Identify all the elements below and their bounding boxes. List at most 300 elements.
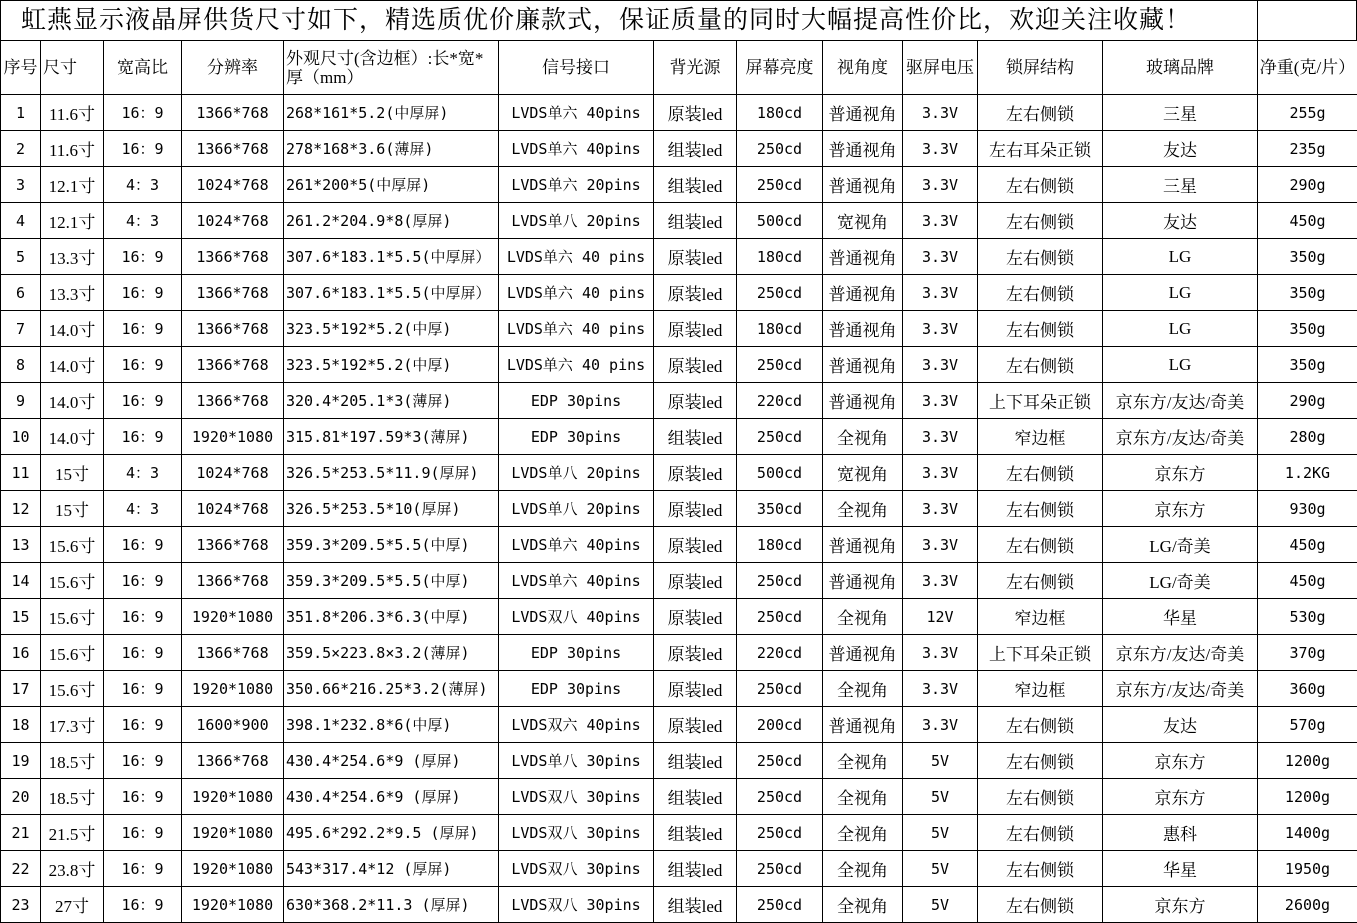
cell-resolution[interactable]: 1366*768	[182, 383, 284, 419]
cell-glass-brand[interactable]: 惠科	[1103, 815, 1258, 851]
header-brightness[interactable]: 屏幕亮度	[737, 41, 823, 95]
cell-net-weight[interactable]: 1200g	[1258, 743, 1357, 779]
cell-aspect-ratio[interactable]: 16：9	[104, 779, 182, 815]
cell-aspect-ratio[interactable]: 16：9	[104, 527, 182, 563]
cell-resolution[interactable]: 1920*1080	[182, 419, 284, 455]
cell-aspect-ratio[interactable]: 16：9	[104, 347, 182, 383]
cell-brightness[interactable]: 500cd	[737, 203, 823, 239]
cell-resolution[interactable]: 1024*768	[182, 491, 284, 527]
cell-index[interactable]: 23	[1, 887, 41, 923]
cell-index[interactable]: 1	[1, 95, 41, 131]
cell-lock-structure[interactable]: 左右侧锁	[978, 167, 1103, 203]
cell-backlight[interactable]: 组装led	[654, 815, 737, 851]
cell-backlight[interactable]: 组装led	[654, 887, 737, 923]
cell-resolution[interactable]: 1920*1080	[182, 815, 284, 851]
cell-brightness[interactable]: 250cd	[737, 815, 823, 851]
cell-brightness[interactable]: 250cd	[737, 743, 823, 779]
cell-interface[interactable]: LVDS双八 40pins	[499, 599, 654, 635]
cell-brightness[interactable]: 250cd	[737, 275, 823, 311]
cell-net-weight[interactable]: 1200g	[1258, 779, 1357, 815]
cell-brightness[interactable]: 180cd	[737, 311, 823, 347]
cell-brightness[interactable]: 250cd	[737, 887, 823, 923]
cell-backlight[interactable]: 原装led	[654, 455, 737, 491]
cell-aspect-ratio[interactable]: 16：9	[104, 275, 182, 311]
cell-backlight[interactable]: 原装led	[654, 527, 737, 563]
cell-backlight[interactable]: 原装led	[654, 239, 737, 275]
cell-brightness[interactable]: 250cd	[737, 779, 823, 815]
cell-size[interactable]: 15.6寸	[41, 671, 104, 707]
cell-net-weight[interactable]: 350g	[1258, 347, 1357, 383]
cell-brightness[interactable]: 180cd	[737, 239, 823, 275]
cell-interface[interactable]: LVDS单六 40 pins	[499, 275, 654, 311]
cell-net-weight[interactable]: 290g	[1258, 167, 1357, 203]
cell-size[interactable]: 14.0寸	[41, 419, 104, 455]
cell-voltage[interactable]: 3.3V	[903, 527, 978, 563]
cell-backlight[interactable]: 原装led	[654, 311, 737, 347]
cell-viewing-angle[interactable]: 普通视角	[823, 131, 903, 167]
cell-brightness[interactable]: 180cd	[737, 95, 823, 131]
cell-net-weight[interactable]: 350g	[1258, 239, 1357, 275]
cell-glass-brand[interactable]: LG/奇美	[1103, 527, 1258, 563]
cell-glass-brand[interactable]: 友达	[1103, 131, 1258, 167]
cell-size[interactable]: 15.6寸	[41, 563, 104, 599]
cell-interface[interactable]: LVDS单六 40 pins	[499, 347, 654, 383]
cell-voltage[interactable]: 5V	[903, 851, 978, 887]
cell-net-weight[interactable]: 570g	[1258, 707, 1357, 743]
cell-voltage[interactable]: 3.3V	[903, 347, 978, 383]
cell-net-weight[interactable]: 255g	[1258, 95, 1357, 131]
cell-net-weight[interactable]: 450g	[1258, 563, 1357, 599]
cell-aspect-ratio[interactable]: 4：3	[104, 455, 182, 491]
cell-glass-brand[interactable]: 京东方/友达/奇美	[1103, 671, 1258, 707]
cell-resolution[interactable]: 1024*768	[182, 203, 284, 239]
cell-dimensions[interactable]: 315.81*197.59*3(薄屏)	[284, 419, 499, 455]
cell-net-weight[interactable]: 350g	[1258, 275, 1357, 311]
cell-index[interactable]: 5	[1, 239, 41, 275]
cell-index[interactable]: 11	[1, 455, 41, 491]
cell-aspect-ratio[interactable]: 16：9	[104, 311, 182, 347]
cell-index[interactable]: 6	[1, 275, 41, 311]
cell-aspect-ratio[interactable]: 16：9	[104, 707, 182, 743]
cell-interface[interactable]: LVDS双八 30pins	[499, 779, 654, 815]
cell-glass-brand[interactable]: LG	[1103, 347, 1258, 383]
cell-viewing-angle[interactable]: 全视角	[823, 851, 903, 887]
cell-voltage[interactable]: 3.3V	[903, 491, 978, 527]
cell-lock-structure[interactable]: 左右侧锁	[978, 851, 1103, 887]
cell-interface[interactable]: LVDS单八 20pins	[499, 491, 654, 527]
cell-lock-structure[interactable]: 左右耳朵正锁	[978, 131, 1103, 167]
cell-aspect-ratio[interactable]: 4：3	[104, 491, 182, 527]
cell-brightness[interactable]: 250cd	[737, 131, 823, 167]
cell-glass-brand[interactable]: LG	[1103, 275, 1258, 311]
cell-dimensions[interactable]: 320.4*205.1*3(薄屏)	[284, 383, 499, 419]
cell-index[interactable]: 4	[1, 203, 41, 239]
cell-lock-structure[interactable]: 窄边框	[978, 599, 1103, 635]
cell-size[interactable]: 15寸	[41, 455, 104, 491]
header-backlight[interactable]: 背光源	[654, 41, 737, 95]
cell-net-weight[interactable]: 235g	[1258, 131, 1357, 167]
cell-backlight[interactable]: 组装led	[654, 743, 737, 779]
cell-dimensions[interactable]: 543*317.4*12 (厚屏)	[284, 851, 499, 887]
cell-index[interactable]: 21	[1, 815, 41, 851]
cell-voltage[interactable]: 3.3V	[903, 167, 978, 203]
cell-voltage[interactable]: 3.3V	[903, 311, 978, 347]
cell-size[interactable]: 23.8寸	[41, 851, 104, 887]
cell-index[interactable]: 13	[1, 527, 41, 563]
cell-glass-brand[interactable]: 三星	[1103, 167, 1258, 203]
cell-net-weight[interactable]: 1950g	[1258, 851, 1357, 887]
cell-index[interactable]: 7	[1, 311, 41, 347]
cell-interface[interactable]: LVDS单六 40pins	[499, 95, 654, 131]
cell-net-weight[interactable]: 450g	[1258, 527, 1357, 563]
cell-interface[interactable]: LVDS单六 40pins	[499, 527, 654, 563]
cell-size[interactable]: 11.6寸	[41, 131, 104, 167]
cell-interface[interactable]: LVDS单八 20pins	[499, 203, 654, 239]
cell-net-weight[interactable]: 360g	[1258, 671, 1357, 707]
cell-backlight[interactable]: 原装led	[654, 95, 737, 131]
cell-interface[interactable]: LVDS单八 20pins	[499, 455, 654, 491]
cell-size[interactable]: 15寸	[41, 491, 104, 527]
cell-viewing-angle[interactable]: 全视角	[823, 779, 903, 815]
cell-lock-structure[interactable]: 左右侧锁	[978, 815, 1103, 851]
cell-backlight[interactable]: 组装led	[654, 419, 737, 455]
cell-aspect-ratio[interactable]: 4：3	[104, 203, 182, 239]
cell-resolution[interactable]: 1920*1080	[182, 671, 284, 707]
cell-dimensions[interactable]: 430.4*254.6*9 (厚屏)	[284, 743, 499, 779]
cell-size[interactable]: 15.6寸	[41, 527, 104, 563]
cell-resolution[interactable]: 1366*768	[182, 347, 284, 383]
cell-voltage[interactable]: 12V	[903, 599, 978, 635]
cell-index[interactable]: 16	[1, 635, 41, 671]
cell-voltage[interactable]: 5V	[903, 743, 978, 779]
cell-dimensions[interactable]: 261*200*5(中厚屏)	[284, 167, 499, 203]
cell-resolution[interactable]: 1366*768	[182, 635, 284, 671]
cell-resolution[interactable]: 1366*768	[182, 275, 284, 311]
cell-dimensions[interactable]: 307.6*183.1*5.5(中厚屏）	[284, 239, 499, 275]
cell-backlight[interactable]: 原装led	[654, 275, 737, 311]
cell-dimensions[interactable]: 307.6*183.1*5.5(中厚屏）	[284, 275, 499, 311]
cell-lock-structure[interactable]: 上下耳朵正锁	[978, 383, 1103, 419]
cell-brightness[interactable]: 350cd	[737, 491, 823, 527]
cell-interface[interactable]: LVDS单六 40 pins	[499, 239, 654, 275]
cell-viewing-angle[interactable]: 普通视角	[823, 311, 903, 347]
cell-lock-structure[interactable]: 左右侧锁	[978, 527, 1103, 563]
cell-glass-brand[interactable]: 三星	[1103, 95, 1258, 131]
cell-index[interactable]: 2	[1, 131, 41, 167]
cell-resolution[interactable]: 1024*768	[182, 455, 284, 491]
cell-resolution[interactable]: 1920*1080	[182, 599, 284, 635]
cell-glass-brand[interactable]: LG	[1103, 311, 1258, 347]
cell-size[interactable]: 13.3寸	[41, 239, 104, 275]
cell-net-weight[interactable]: 930g	[1258, 491, 1357, 527]
cell-glass-brand[interactable]: 京东方/友达/奇美	[1103, 635, 1258, 671]
cell-net-weight[interactable]: 450g	[1258, 203, 1357, 239]
cell-voltage[interactable]: 3.3V	[903, 203, 978, 239]
cell-lock-structure[interactable]: 左右侧锁	[978, 707, 1103, 743]
cell-voltage[interactable]: 5V	[903, 815, 978, 851]
cell-size[interactable]: 18.5寸	[41, 743, 104, 779]
header-lock-structure[interactable]: 锁屏结构	[978, 41, 1103, 95]
header-aspect-ratio[interactable]: 宽高比	[104, 41, 182, 95]
cell-viewing-angle[interactable]: 普通视角	[823, 239, 903, 275]
cell-size[interactable]: 15.6寸	[41, 635, 104, 671]
cell-size[interactable]: 12.1寸	[41, 167, 104, 203]
cell-voltage[interactable]: 3.3V	[903, 419, 978, 455]
cell-lock-structure[interactable]: 左右侧锁	[978, 491, 1103, 527]
cell-interface[interactable]: LVDS单六 40pins	[499, 563, 654, 599]
cell-dimensions[interactable]: 430.4*254.6*9 (厚屏)	[284, 779, 499, 815]
cell-resolution[interactable]: 1366*768	[182, 743, 284, 779]
cell-lock-structure[interactable]: 上下耳朵正锁	[978, 635, 1103, 671]
cell-index[interactable]: 18	[1, 707, 41, 743]
cell-viewing-angle[interactable]: 普通视角	[823, 707, 903, 743]
cell-backlight[interactable]: 原装led	[654, 491, 737, 527]
cell-backlight[interactable]: 原装led	[654, 599, 737, 635]
cell-viewing-angle[interactable]: 普通视角	[823, 383, 903, 419]
cell-index[interactable]: 10	[1, 419, 41, 455]
cell-aspect-ratio[interactable]: 16：9	[104, 815, 182, 851]
header-viewing-angle[interactable]: 视角度	[823, 41, 903, 95]
cell-net-weight[interactable]: 1400g	[1258, 815, 1357, 851]
cell-viewing-angle[interactable]: 普通视角	[823, 95, 903, 131]
cell-brightness[interactable]: 250cd	[737, 671, 823, 707]
cell-aspect-ratio[interactable]: 4：3	[104, 167, 182, 203]
header-voltage[interactable]: 驱屏电压	[903, 41, 978, 95]
cell-brightness[interactable]: 250cd	[737, 347, 823, 383]
cell-size[interactable]: 21.5寸	[41, 815, 104, 851]
cell-size[interactable]: 15.6寸	[41, 599, 104, 635]
cell-lock-structure[interactable]: 左右侧锁	[978, 887, 1103, 923]
cell-backlight[interactable]: 组装led	[654, 131, 737, 167]
cell-index[interactable]: 12	[1, 491, 41, 527]
cell-dimensions[interactable]: 323.5*192*5.2(中厚)	[284, 311, 499, 347]
cell-lock-structure[interactable]: 窄边框	[978, 419, 1103, 455]
cell-aspect-ratio[interactable]: 16：9	[104, 743, 182, 779]
cell-viewing-angle[interactable]: 全视角	[823, 743, 903, 779]
cell-interface[interactable]: LVDS双八 30pins	[499, 851, 654, 887]
cell-aspect-ratio[interactable]: 16：9	[104, 131, 182, 167]
cell-resolution[interactable]: 1366*768	[182, 563, 284, 599]
cell-dimensions[interactable]: 359.3*209.5*5.5(中厚)	[284, 563, 499, 599]
cell-aspect-ratio[interactable]: 16：9	[104, 887, 182, 923]
cell-index[interactable]: 22	[1, 851, 41, 887]
cell-net-weight[interactable]: 1.2KG	[1258, 455, 1357, 491]
cell-glass-brand[interactable]: 华星	[1103, 599, 1258, 635]
cell-voltage[interactable]: 5V	[903, 779, 978, 815]
cell-backlight[interactable]: 原装led	[654, 563, 737, 599]
cell-index[interactable]: 9	[1, 383, 41, 419]
cell-backlight[interactable]: 原装led	[654, 635, 737, 671]
cell-interface[interactable]: EDP 30pins	[499, 671, 654, 707]
cell-aspect-ratio[interactable]: 16：9	[104, 239, 182, 275]
cell-lock-structure[interactable]: 左右侧锁	[978, 779, 1103, 815]
header-interface[interactable]: 信号接口	[499, 41, 654, 95]
cell-index[interactable]: 15	[1, 599, 41, 635]
cell-glass-brand[interactable]: 京东方/友达/奇美	[1103, 419, 1258, 455]
cell-lock-structure[interactable]: 左右侧锁	[978, 275, 1103, 311]
cell-viewing-angle[interactable]: 全视角	[823, 815, 903, 851]
cell-backlight[interactable]: 原装led	[654, 383, 737, 419]
cell-lock-structure[interactable]: 窄边框	[978, 671, 1103, 707]
cell-dimensions[interactable]: 326.5*253.5*10(厚屏)	[284, 491, 499, 527]
cell-size[interactable]: 12.1寸	[41, 203, 104, 239]
cell-backlight[interactable]: 组装led	[654, 203, 737, 239]
cell-aspect-ratio[interactable]: 16：9	[104, 383, 182, 419]
header-resolution[interactable]: 分辨率	[182, 41, 284, 95]
cell-viewing-angle[interactable]: 普通视角	[823, 275, 903, 311]
cell-backlight[interactable]: 原装led	[654, 671, 737, 707]
cell-index[interactable]: 17	[1, 671, 41, 707]
cell-viewing-angle[interactable]: 全视角	[823, 491, 903, 527]
cell-lock-structure[interactable]: 左右侧锁	[978, 743, 1103, 779]
cell-lock-structure[interactable]: 左右侧锁	[978, 95, 1103, 131]
cell-interface[interactable]: LVDS单六 40 pins	[499, 311, 654, 347]
cell-backlight[interactable]: 组装led	[654, 167, 737, 203]
cell-resolution[interactable]: 1366*768	[182, 95, 284, 131]
cell-voltage[interactable]: 3.3V	[903, 95, 978, 131]
cell-voltage[interactable]: 3.3V	[903, 131, 978, 167]
cell-glass-brand[interactable]: 京东方	[1103, 779, 1258, 815]
cell-size[interactable]: 11.6寸	[41, 95, 104, 131]
cell-resolution[interactable]: 1366*768	[182, 527, 284, 563]
cell-net-weight[interactable]: 280g	[1258, 419, 1357, 455]
cell-brightness[interactable]: 250cd	[737, 419, 823, 455]
cell-net-weight[interactable]: 350g	[1258, 311, 1357, 347]
cell-glass-brand[interactable]: 友达	[1103, 203, 1258, 239]
cell-index[interactable]: 20	[1, 779, 41, 815]
cell-voltage[interactable]: 3.3V	[903, 275, 978, 311]
cell-resolution[interactable]: 1366*768	[182, 131, 284, 167]
header-index[interactable]: 序号	[1, 41, 41, 95]
cell-resolution[interactable]: 1366*768	[182, 239, 284, 275]
cell-dimensions[interactable]: 398.1*232.8*6(中厚)	[284, 707, 499, 743]
header-dimensions[interactable]: 外观尺寸(含边框）:长*宽*厚（mm）	[284, 41, 499, 95]
cell-dimensions[interactable]: 630*368.2*11.3 (厚屏)	[284, 887, 499, 923]
cell-interface[interactable]: LVDS双六 40pins	[499, 707, 654, 743]
cell-backlight[interactable]: 组装led	[654, 779, 737, 815]
cell-aspect-ratio[interactable]: 16：9	[104, 419, 182, 455]
cell-viewing-angle[interactable]: 普通视角	[823, 347, 903, 383]
cell-aspect-ratio[interactable]: 16：9	[104, 563, 182, 599]
cell-voltage[interactable]: 3.3V	[903, 671, 978, 707]
cell-resolution[interactable]: 1920*1080	[182, 779, 284, 815]
cell-dimensions[interactable]: 351.8*206.3*6.3(中厚)	[284, 599, 499, 635]
cell-net-weight[interactable]: 370g	[1258, 635, 1357, 671]
cell-viewing-angle[interactable]: 普通视角	[823, 167, 903, 203]
cell-glass-brand[interactable]: 华星	[1103, 851, 1258, 887]
cell-size[interactable]: 14.0寸	[41, 383, 104, 419]
cell-viewing-angle[interactable]: 普通视角	[823, 527, 903, 563]
cell-voltage[interactable]: 3.3V	[903, 455, 978, 491]
header-net-weight[interactable]: 净重(克/片）	[1258, 41, 1357, 95]
cell-brightness[interactable]: 180cd	[737, 527, 823, 563]
cell-glass-brand[interactable]: 京东方	[1103, 887, 1258, 923]
cell-viewing-angle[interactable]: 全视角	[823, 599, 903, 635]
cell-interface[interactable]: EDP 30pins	[499, 635, 654, 671]
cell-glass-brand[interactable]: LG	[1103, 239, 1258, 275]
cell-index[interactable]: 3	[1, 167, 41, 203]
cell-viewing-angle[interactable]: 全视角	[823, 671, 903, 707]
cell-net-weight[interactable]: 290g	[1258, 383, 1357, 419]
cell-lock-structure[interactable]: 左右侧锁	[978, 239, 1103, 275]
cell-aspect-ratio[interactable]: 16：9	[104, 851, 182, 887]
cell-backlight[interactable]: 原装led	[654, 347, 737, 383]
cell-glass-brand[interactable]: 京东方	[1103, 455, 1258, 491]
cell-brightness[interactable]: 250cd	[737, 599, 823, 635]
cell-lock-structure[interactable]: 左右侧锁	[978, 455, 1103, 491]
cell-brightness[interactable]: 500cd	[737, 455, 823, 491]
cell-viewing-angle[interactable]: 全视角	[823, 887, 903, 923]
cell-index[interactable]: 8	[1, 347, 41, 383]
cell-aspect-ratio[interactable]: 16：9	[104, 95, 182, 131]
cell-size[interactable]: 27寸	[41, 887, 104, 923]
cell-dimensions[interactable]: 326.5*253.5*11.9(厚屏)	[284, 455, 499, 491]
cell-viewing-angle[interactable]: 宽视角	[823, 203, 903, 239]
cell-glass-brand[interactable]: LG/奇美	[1103, 563, 1258, 599]
cell-lock-structure[interactable]: 左右侧锁	[978, 203, 1103, 239]
cell-dimensions[interactable]: 261.2*204.9*8(厚屏)	[284, 203, 499, 239]
cell-glass-brand[interactable]: 京东方	[1103, 743, 1258, 779]
cell-dimensions[interactable]: 278*168*3.6(薄屏)	[284, 131, 499, 167]
cell-net-weight[interactable]: 530g	[1258, 599, 1357, 635]
cell-interface[interactable]: EDP 30pins	[499, 383, 654, 419]
cell-interface[interactable]: LVDS单八 30pins	[499, 743, 654, 779]
cell-size[interactable]: 13.3寸	[41, 275, 104, 311]
cell-size[interactable]: 18.5寸	[41, 779, 104, 815]
header-glass-brand[interactable]: 玻璃品牌	[1103, 41, 1258, 95]
cell-glass-brand[interactable]: 京东方	[1103, 491, 1258, 527]
cell-voltage[interactable]: 5V	[903, 887, 978, 923]
cell-dimensions[interactable]: 350.66*216.25*3.2(薄屏)	[284, 671, 499, 707]
cell-voltage[interactable]: 3.3V	[903, 563, 978, 599]
cell-interface[interactable]: LVDS双八 30pins	[499, 815, 654, 851]
cell-resolution[interactable]: 1024*768	[182, 167, 284, 203]
cell-dimensions[interactable]: 268*161*5.2(中厚屏)	[284, 95, 499, 131]
cell-brightness[interactable]: 250cd	[737, 167, 823, 203]
cell-interface[interactable]: EDP 30pins	[499, 419, 654, 455]
cell-interface[interactable]: LVDS单六 40pins	[499, 131, 654, 167]
cell-interface[interactable]: LVDS双八 30pins	[499, 887, 654, 923]
cell-resolution[interactable]: 1366*768	[182, 311, 284, 347]
cell-viewing-angle[interactable]: 宽视角	[823, 455, 903, 491]
cell-index[interactable]: 14	[1, 563, 41, 599]
cell-viewing-angle[interactable]: 普通视角	[823, 563, 903, 599]
cell-aspect-ratio[interactable]: 16：9	[104, 635, 182, 671]
cell-dimensions[interactable]: 323.5*192*5.2(中厚)	[284, 347, 499, 383]
cell-brightness[interactable]: 200cd	[737, 707, 823, 743]
cell-voltage[interactable]: 3.3V	[903, 383, 978, 419]
cell-index[interactable]: 19	[1, 743, 41, 779]
cell-resolution[interactable]: 1920*1080	[182, 851, 284, 887]
cell-aspect-ratio[interactable]: 16：9	[104, 599, 182, 635]
cell-dimensions[interactable]: 359.3*209.5*5.5(中厚)	[284, 527, 499, 563]
cell-net-weight[interactable]: 2600g	[1258, 887, 1357, 923]
cell-voltage[interactable]: 3.3V	[903, 239, 978, 275]
cell-aspect-ratio[interactable]: 16：9	[104, 671, 182, 707]
cell-resolution[interactable]: 1600*900	[182, 707, 284, 743]
cell-size[interactable]: 17.3寸	[41, 707, 104, 743]
cell-dimensions[interactable]: 359.5×223.8×3.2(薄屏)	[284, 635, 499, 671]
cell-dimensions[interactable]: 495.6*292.2*9.5 (厚屏)	[284, 815, 499, 851]
cell-voltage[interactable]: 3.3V	[903, 707, 978, 743]
cell-interface[interactable]: LVDS单六 20pins	[499, 167, 654, 203]
cell-glass-brand[interactable]: 京东方/友达/奇美	[1103, 383, 1258, 419]
cell-lock-structure[interactable]: 左右侧锁	[978, 563, 1103, 599]
cell-brightness[interactable]: 220cd	[737, 383, 823, 419]
cell-brightness[interactable]: 250cd	[737, 851, 823, 887]
cell-glass-brand[interactable]: 友达	[1103, 707, 1258, 743]
cell-brightness[interactable]: 220cd	[737, 635, 823, 671]
